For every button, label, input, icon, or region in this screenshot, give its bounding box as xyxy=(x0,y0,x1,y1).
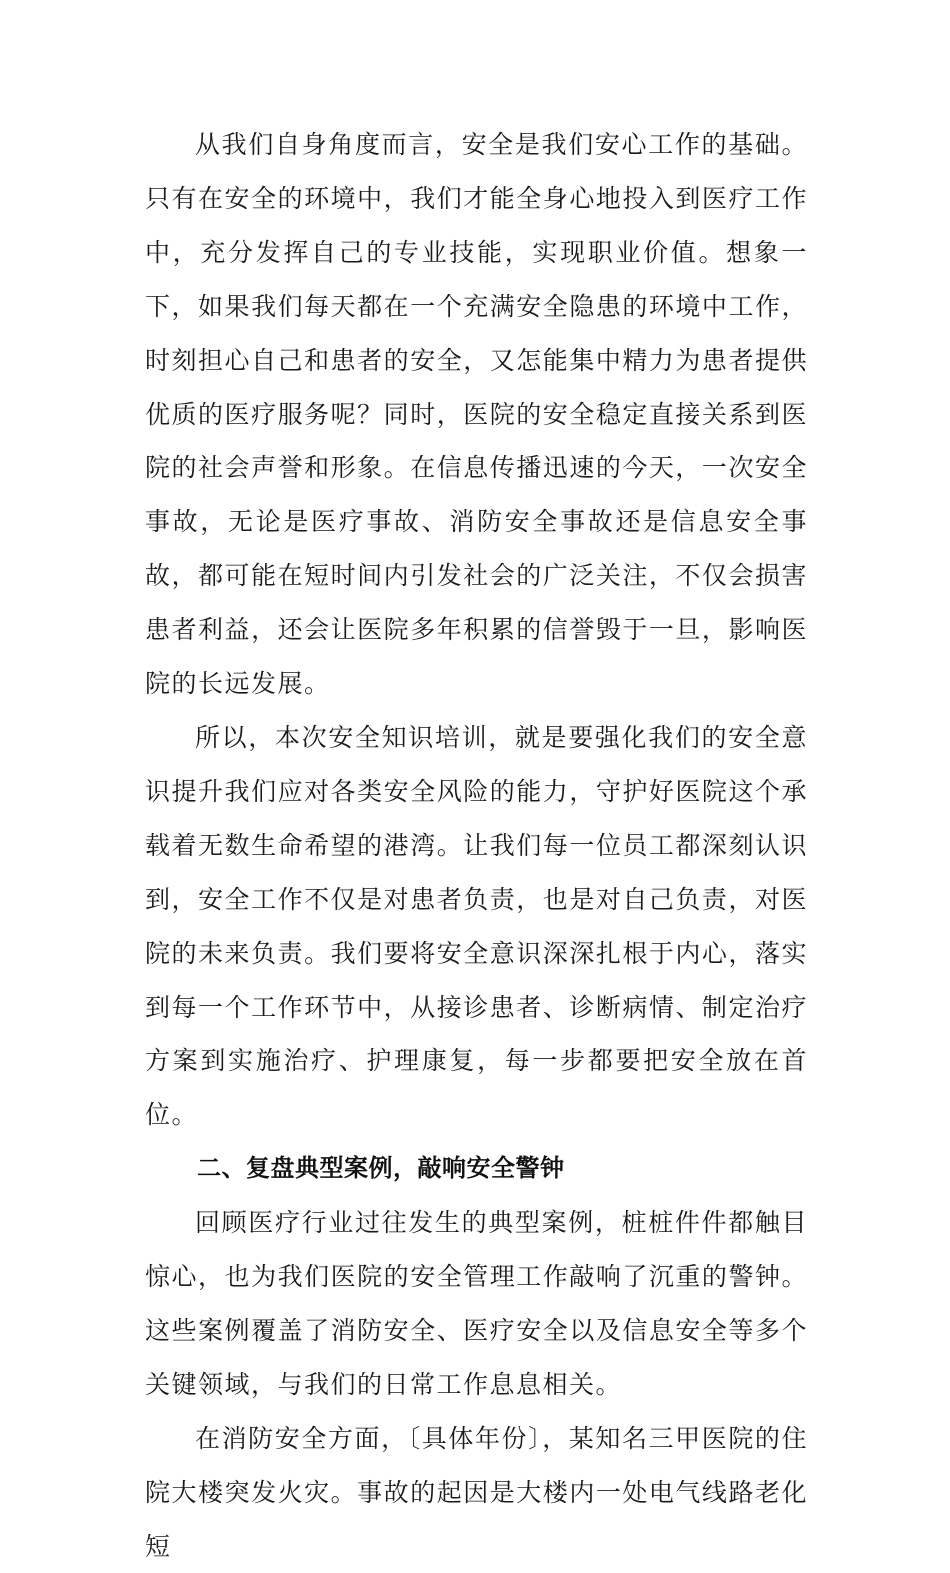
paragraph-case-review: 回顾医疗行业过往发生的典型案例，桩桩件件都触目惊心，也为我们医院的安全管理工作敲响了沉重的警钟。这些案例覆盖了消防安全、医疗安全以及信息安全等多个关键领域，与我们的日常工作息息相关。 xyxy=(145,1208,808,1399)
section-heading: 二、复盘典型案例，敲响安全警钟 xyxy=(197,1154,565,1183)
paragraph-fire-safety-case: 在消防安全方面，〔具体年份〕，某知名三甲医院的住院大楼突发火灾。事故的起因是大楼内一处电气线路老化短 xyxy=(145,1423,808,1561)
paragraph-training-purpose: 所以，本次安全知识培训，就是要强化我们的安全意识提升我们应对各类安全风险的能力，守护好医院这个承载着无数生命希望的港湾。让我们每一位员工都深刻认识到，安全工作不仅是对患者负责，也是对自己负责，对医院的未来负责。我们要将安全意识深深扎根于内心，落实到每一个工作环节中，从接诊患者、诊断病情、制定治疗方案到实施治疗、护理康复，每一步都要把安全放在首位。 xyxy=(145,722,808,1130)
paragraph-safety-foundation: 从我们自身角度而言，安全是我们安心工作的基础。只有在安全的环境中，我们才能全身心地投入到医疗工作中，充分发挥自己的专业技能，实现职业价值。想象一下，如果我们每天都在一个充满安全隐患的环境中工作，时刻担心自己和患者的安全，又怎能集中精力为患者提供优质的医疗服务呢？同时，医院的安全稳定直接关系到医院的社会声誉和形象。在信息传播迅速的今天，一次安全事故，无论是医疗事故、消防安全事故还是信息安全事故，都可能在短时间内引发社会的广泛关注，不仅会损害患者利益，还会让医院多年积累的信誉毁于一旦，影响医院的长远发展。 xyxy=(145,130,808,699)
document-body xyxy=(145,118,808,1573)
